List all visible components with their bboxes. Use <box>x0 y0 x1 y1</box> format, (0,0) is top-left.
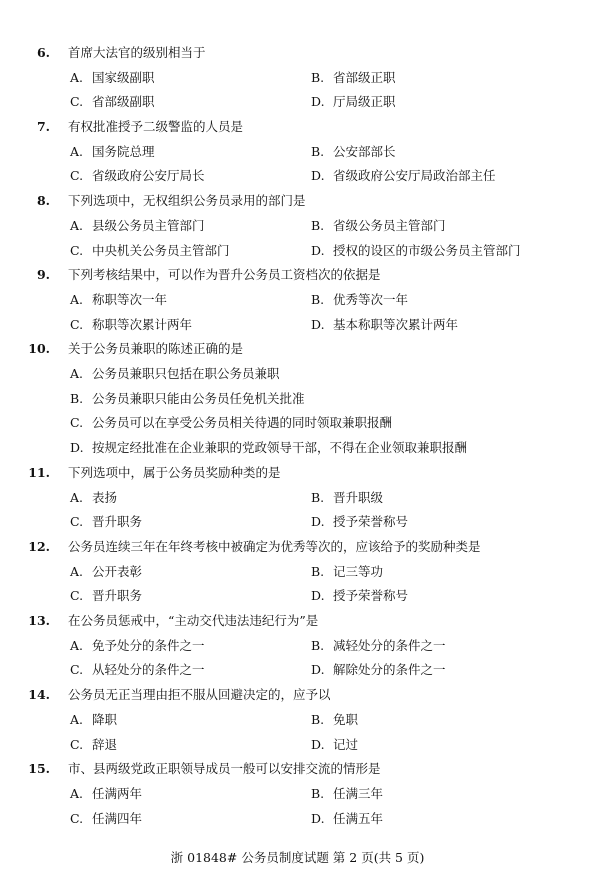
option-d <box>311 241 521 261</box>
option-letter: A. <box>70 563 84 579</box>
option-text: 称职等次一年 <box>92 291 168 307</box>
option-text: 任满五年 <box>333 810 384 826</box>
question-number: 10. <box>28 341 50 357</box>
option-text: 任满三年 <box>333 785 384 801</box>
option-c <box>70 660 205 680</box>
option-text: 晋升职务 <box>92 514 143 530</box>
question-text: 关于公务员兼职的陈述正确的是 <box>68 341 244 357</box>
question-number: 15. <box>28 761 50 777</box>
option-letter: C. <box>70 736 84 752</box>
option-text: 省级政府公安厅局政治部主任 <box>333 168 496 184</box>
question-number: 6. <box>36 45 50 60</box>
option-letter: D. <box>311 662 325 678</box>
question-number: 8. <box>36 193 50 209</box>
option-letter: A. <box>70 637 84 653</box>
option-c <box>70 809 142 829</box>
option-letter: C. <box>70 514 84 530</box>
question-text: 下列考核结果中，可以作为晋升公务员工资档次的依据是 <box>68 267 381 283</box>
question-number: 14. <box>28 687 50 703</box>
question-number: 13. <box>28 613 50 629</box>
option-letter: A. <box>70 785 84 801</box>
option-letter: A. <box>70 366 84 382</box>
option-letter: C. <box>70 662 84 678</box>
option-c <box>70 735 117 755</box>
option-text: 授予荣誉称号 <box>333 588 409 604</box>
question-number: 9. <box>36 267 50 283</box>
option-b <box>70 389 305 409</box>
option-letter: D. <box>311 316 325 332</box>
option-text: 任满四年 <box>92 810 143 826</box>
question-text: 首席大法官的级别相当于 <box>68 45 206 60</box>
option-letter: A. <box>70 489 84 505</box>
option-text: 记三等功 <box>333 563 384 579</box>
option-text: 省部级正职 <box>333 69 396 85</box>
option-letter: D. <box>70 440 84 456</box>
question-text: 在公务员惩戒中，“主动交代违法违纪行为”是 <box>68 613 319 629</box>
question-text: 市、县两级党政正职领导成员一般可以安排交流的情形是 <box>68 761 381 777</box>
option-letter: C. <box>70 415 84 431</box>
option-b <box>311 488 383 508</box>
option-b <box>311 68 396 88</box>
option-letter: A. <box>70 69 84 85</box>
option-d <box>311 92 396 112</box>
option-letter: D. <box>311 94 325 110</box>
option-text: 降职 <box>92 711 118 727</box>
option-letter: D. <box>311 242 325 258</box>
option-text: 省级公务员主管部门 <box>333 217 446 233</box>
option-c <box>70 241 230 261</box>
option-a <box>70 68 155 88</box>
option-a <box>70 710 117 730</box>
option-letter: A. <box>70 711 84 727</box>
option-text: 免予处分的条件之一 <box>92 637 205 653</box>
option-b <box>311 562 383 582</box>
option-text: 公务员兼职只包括在职公务员兼职 <box>92 366 280 382</box>
option-letter: B. <box>311 143 325 159</box>
question-text: 公务员无正当理由拒不服从回避决定的，应予以 <box>68 687 331 703</box>
option-letter: B. <box>311 217 325 233</box>
option-letter: B. <box>311 637 325 653</box>
option-text: 从轻处分的条件之一 <box>92 662 205 678</box>
option-d <box>311 315 458 335</box>
option-text: 记过 <box>333 736 359 752</box>
option-letter: D. <box>311 736 325 752</box>
option-text: 厅局级正职 <box>333 94 396 110</box>
question-number: 11. <box>28 464 50 480</box>
option-letter: D. <box>311 810 325 826</box>
option-text: 中央机关公务员主管部门 <box>92 242 230 258</box>
question-text: 下列选项中，无权组织公务员录用的部门是 <box>68 193 306 209</box>
option-letter: D. <box>311 588 325 604</box>
option-text: 表扬 <box>92 489 118 505</box>
option-text: 辞退 <box>92 736 118 752</box>
option-b <box>311 216 446 236</box>
option-letter: D. <box>311 514 325 530</box>
option-text: 公务员兼职只能由公务员任免机关批准 <box>92 390 305 406</box>
option-letter: C. <box>70 168 84 184</box>
option-letter: B. <box>311 563 325 579</box>
option-text: 解除处分的条件之一 <box>333 662 446 678</box>
option-a <box>70 488 117 508</box>
option-text: 任满两年 <box>92 785 143 801</box>
option-letter: C. <box>70 316 84 332</box>
option-text: 县级公务员主管部门 <box>92 217 205 233</box>
option-letter: B. <box>311 711 325 727</box>
option-text: 减轻处分的条件之一 <box>333 637 446 653</box>
option-text: 国务院总理 <box>92 143 155 159</box>
option-a <box>70 784 142 804</box>
option-d <box>311 809 383 829</box>
question-text: 有权批准授予二级警监的人员是 <box>68 119 244 135</box>
option-text: 公安部部长 <box>333 143 396 159</box>
option-letter: D. <box>311 168 325 184</box>
option-text: 晋升职级 <box>333 489 384 505</box>
option-letter: C. <box>70 810 84 826</box>
option-a <box>70 364 280 384</box>
page-footer: 浙 01848# 公务员制度试题 第 2 页(共 5 页) <box>170 850 425 865</box>
option-text: 基本称职等次累计两年 <box>333 316 459 332</box>
option-letter: B. <box>311 69 325 85</box>
option-a <box>70 636 205 656</box>
question-text: 下列选项中，属于公务员奖励种类的是 <box>68 464 281 480</box>
question-text: 公务员连续三年在年终考核中被确定为优秀等次的，应该给予的奖励种类是 <box>68 539 481 554</box>
question-number: 7. <box>36 119 50 135</box>
option-letter: A. <box>70 217 84 233</box>
option-c <box>70 413 392 433</box>
option-d <box>70 438 467 458</box>
option-a <box>70 142 155 162</box>
option-c <box>70 512 142 532</box>
option-text: 省部级副职 <box>92 94 155 110</box>
option-text: 按规定经批准在企业兼职的党政领导干部，不得在企业领取兼职报酬 <box>92 440 468 456</box>
option-text: 授权的设区的市级公务员主管部门 <box>333 242 521 258</box>
option-b <box>311 290 408 310</box>
option-text: 公务员可以在享受公务员相关待遇的同时领取兼职报酬 <box>92 415 393 431</box>
option-text: 优秀等次一年 <box>333 291 409 307</box>
option-letter: B. <box>70 390 84 406</box>
option-text: 授予荣誉称号 <box>333 514 409 530</box>
option-b <box>311 142 396 162</box>
option-letter: A. <box>70 143 84 159</box>
option-letter: A. <box>70 291 84 307</box>
option-c <box>70 166 205 186</box>
option-letter: B. <box>311 291 325 307</box>
option-b <box>311 710 358 730</box>
option-text: 国家级副职 <box>92 69 155 85</box>
option-letter: B. <box>311 489 325 505</box>
option-a <box>70 216 205 236</box>
option-d <box>311 512 408 532</box>
option-text: 省级政府公安厅局长 <box>92 168 205 184</box>
option-d <box>311 586 408 606</box>
option-letter: C. <box>70 588 84 604</box>
option-c <box>70 586 142 606</box>
option-b <box>311 636 446 656</box>
question-number: 12. <box>28 539 50 554</box>
option-text: 免职 <box>333 711 359 727</box>
option-letter: C. <box>70 94 84 110</box>
option-a <box>70 562 142 582</box>
option-d <box>311 660 446 680</box>
option-a <box>70 290 167 310</box>
option-text: 晋升职务 <box>92 588 143 604</box>
option-c <box>70 92 155 112</box>
option-text: 公开表彰 <box>92 563 143 579</box>
option-letter: C. <box>70 242 84 258</box>
option-b <box>311 784 383 804</box>
option-letter: B. <box>311 785 325 801</box>
option-c <box>70 315 192 335</box>
option-text: 称职等次累计两年 <box>92 316 193 332</box>
option-d <box>311 735 358 755</box>
option-d <box>311 166 496 186</box>
